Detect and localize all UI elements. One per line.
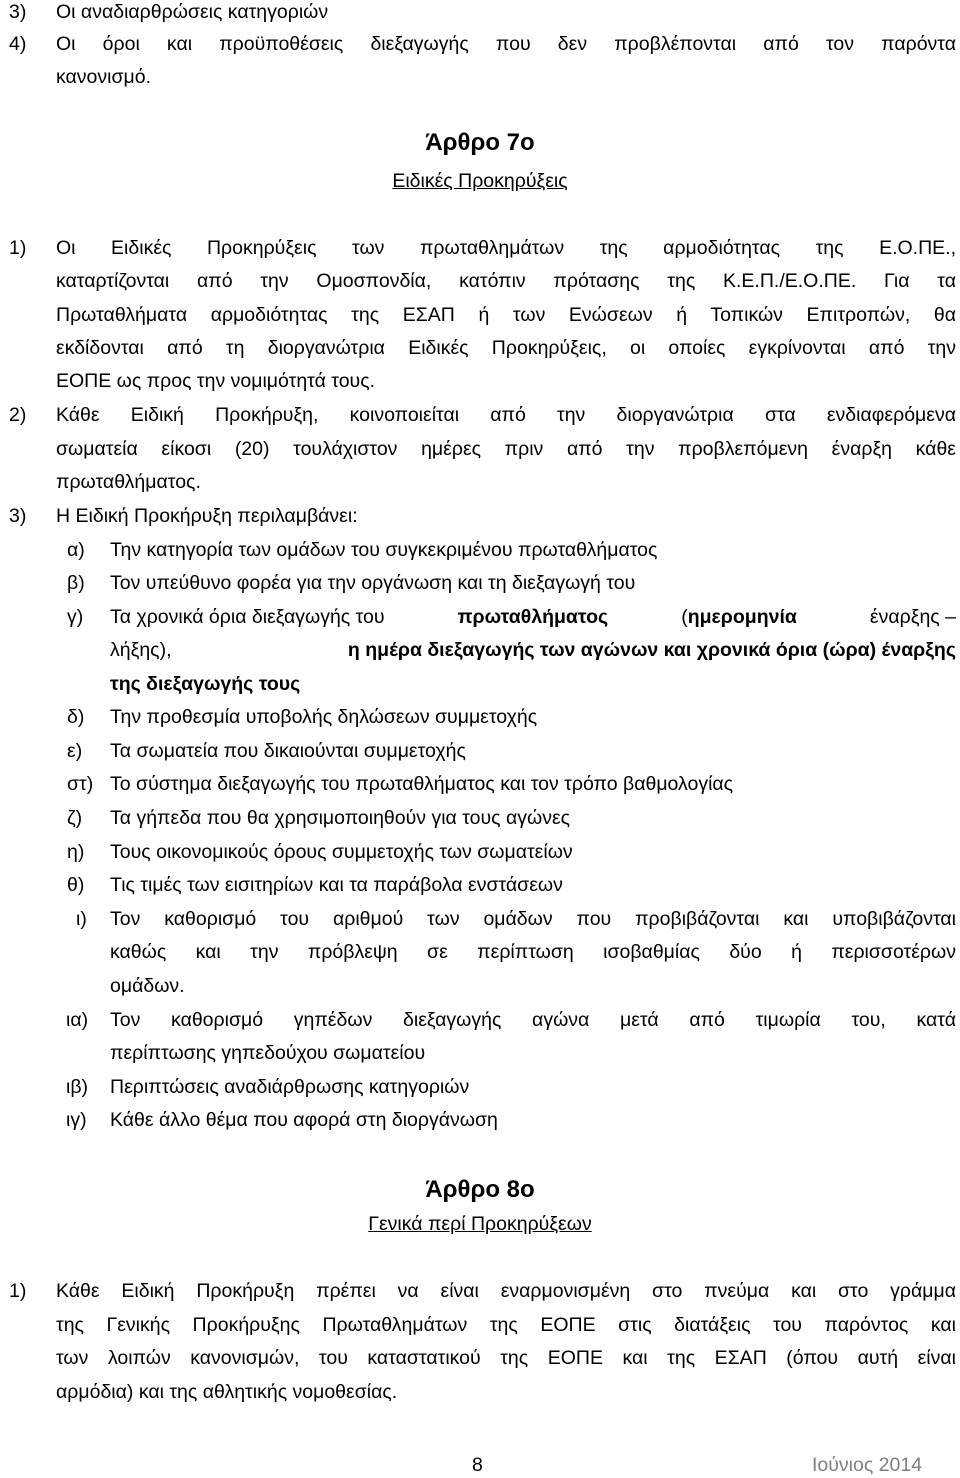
- sub-item-text: Τα γήπεδα που θα χρησιμοποιηθούν για τους αγώνες: [110, 807, 571, 829]
- paragraph-line: αρμόδια) και της αθλητικής νομοθεσίας.: [56, 1381, 398, 1403]
- list-item-text: κανονισμό.: [56, 66, 151, 88]
- sub-item-text: Τον καθορισμό του αριθμού των ομάδων που προβιβάζονται και υποβιβάζονται: [110, 908, 956, 930]
- paragraph-number: 3): [9, 505, 27, 527]
- sub-item-label: ζ): [67, 807, 83, 829]
- paragraph-line: της Γενικής Προκήρυξης Πρωταθλημάτων της ΕΟΠΕ στις διατάξεις του παρόντος και: [56, 1314, 956, 1336]
- bold-segment: η ημέρα διεξαγωγής των αγώνων και χρονικά όρια (ώρα) έναρξης: [347, 639, 956, 661]
- text-segment: λήξης),: [110, 639, 172, 661]
- paragraph-line: Οι Ειδικές Προκηρύξεις των πρωταθλημάτων της αρμοδιότητας της Ε.Ο.ΠΕ.,: [56, 237, 956, 259]
- sub-item-label: ια): [66, 1009, 89, 1031]
- sub-item-text: Περιπτώσεις αναδιάρθρωσης κατηγοριών: [110, 1076, 470, 1098]
- paragraph-number: 2): [9, 404, 27, 426]
- sub-item-text: Τον υπεύθυνο φορέα για την οργάνωση και τη διεξαγωγή του: [110, 572, 636, 594]
- paragraph-line: Πρωταθλήματα αρμοδιότητας της ΕΣΑΠ ή των Ενώσεων ή Τοπικών Επιτροπών, θα: [56, 304, 956, 326]
- article-8-subtitle: Γενικά περί Προκηρύξεων: [368, 1213, 592, 1235]
- sub-item-label: η): [67, 841, 85, 863]
- text-segment: έναρξης –: [869, 606, 956, 628]
- sub-item-text: Τα σωματεία που δικαιούνται συμμετοχής: [110, 740, 466, 762]
- list-number: 4): [9, 33, 27, 55]
- sub-item-text: ομάδων.: [110, 975, 185, 997]
- paragraph-number: 1): [9, 1280, 27, 1302]
- sub-item-text: Κάθε άλλο θέμα που αφορά στη διοργάνωση: [110, 1109, 498, 1131]
- text-segment: (: [681, 606, 688, 628]
- sub-item-text: περίπτωσης γηπεδούχου σωματείου: [110, 1042, 426, 1064]
- sub-item-text: Τις τιμές των εισιτηρίων και τα παράβολα ενστάσεων: [110, 874, 563, 896]
- sub-item-label: β): [67, 572, 85, 594]
- paragraph-line: καταρτίζονται από την Ομοσπονδία, κατόπιν πρότασης της Κ.Ε.Π./Ε.Ο.ΠΕ. Για τα: [56, 270, 956, 292]
- list-number: 3): [9, 1, 27, 23]
- sub-item-label: στ): [67, 773, 94, 795]
- sub-item-label: γ): [67, 606, 84, 628]
- bold-segment: της διεξαγωγής τους: [110, 673, 301, 695]
- sub-item-text: Τον καθορισμό γηπέδων διεξαγωγής αγώνα μετά από τιμωρία του, κατά: [110, 1009, 956, 1031]
- sub-item-label: ι): [76, 908, 87, 930]
- sub-item-text: Την κατηγορία των ομάδων του συγκεκριμένου πρωταθλήματος: [110, 539, 658, 561]
- sub-item-label: ιγ): [66, 1109, 87, 1131]
- bold-segment: ημερομηνία: [687, 606, 797, 628]
- paragraph-line: ΕΟΠΕ ως προς την νομιμότητά τους.: [56, 370, 376, 392]
- paragraph-line: σωματεία είκοσι (20) τουλάχιστον ημέρες πριν από την προβλεπόμενη έναρξη κάθε: [56, 438, 956, 460]
- sub-item-label: ε): [67, 740, 83, 762]
- bold-segment: πρωταθλήματος: [457, 606, 609, 628]
- paragraph-line: Κάθε Ειδική Προκήρυξη πρέπει να είναι εναρμονισμένη στο πνεύμα και στο γράμμα: [56, 1280, 956, 1302]
- date-range-segment: [681, 604, 797, 630]
- sub-item-label: α): [67, 539, 85, 561]
- article-8-title: Άρθρο 8ο: [425, 1176, 535, 1203]
- sub-item-label: θ): [67, 874, 85, 896]
- paragraph-line: των λοιπών κανονισμών, του καταστατικού της ΕΟΠΕ και της ΕΣΑΠ (όπου αυτή είναι: [56, 1347, 956, 1369]
- sub-item-text: καθώς και την πρόβλεψη σε περίπτωση ισοβαθμίας δύο ή περισσοτέρων: [110, 941, 956, 963]
- paragraph-intro: Η Ειδική Προκήρυξη περιλαμβάνει:: [56, 505, 358, 527]
- paragraph-line: πρωταθλήματος.: [56, 471, 201, 493]
- sub-item-label: ιβ): [66, 1076, 89, 1098]
- paragraph-number: 1): [9, 237, 27, 259]
- paragraph-line: Κάθε Ειδική Προκήρυξη, κοινοποιείται από την διοργανώτρια στα ενδιαφερόμενα: [56, 404, 956, 426]
- sub-item-text-line: [110, 637, 956, 663]
- sub-item-text-line: [110, 671, 300, 697]
- article-7-title: Άρθρο 7ο: [425, 129, 535, 156]
- sub-item-text: Την προθεσμία υποβολής δηλώσεων συμμετοχής: [110, 706, 538, 728]
- text-segment: Τα χρονικά όρια διεξαγωγής του: [110, 606, 385, 628]
- sub-item-text: Τους οικονομικούς όρους συμμετοχής των σωματείων: [110, 841, 573, 863]
- sub-item-text: Το σύστημα διεξαγωγής του πρωταθλήματος και τον τρόπο βαθμολογίας: [110, 773, 734, 795]
- page-number: 8: [472, 1454, 483, 1476]
- sub-item-text-line: [110, 604, 956, 630]
- list-item-text: Οι αναδιαρθρώσεις κατηγοριών: [56, 1, 329, 23]
- list-item-text: Οι όροι και προϋποθέσεις διεξαγωγής που δεν προβλέπονται από τον παρόντα: [56, 33, 956, 55]
- sub-item-label: δ): [67, 706, 85, 728]
- footer-date: Ιούνιος 2014: [812, 1454, 923, 1476]
- paragraph-line: εκδίδονται από τη διοργανώτρια Ειδικές Προκηρύξεις, οι οποίες εγκρίνονται από την: [56, 337, 956, 359]
- article-7-subtitle: Ειδικές Προκηρύξεις: [392, 170, 568, 192]
